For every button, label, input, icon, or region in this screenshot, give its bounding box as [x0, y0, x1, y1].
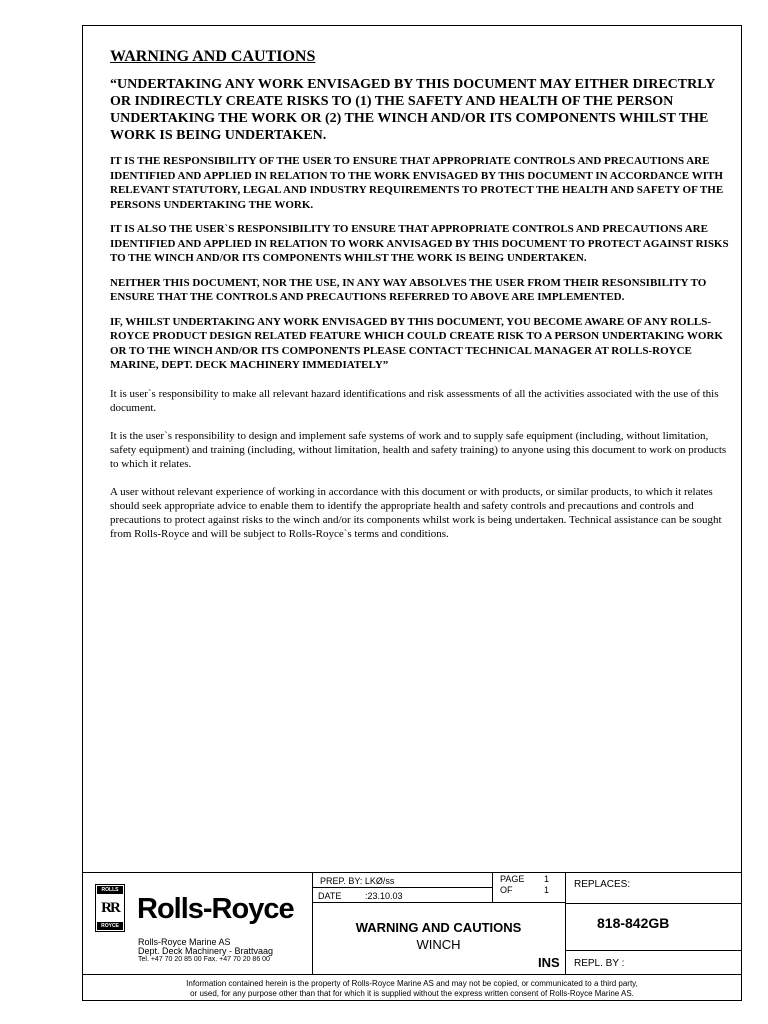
body-paragraph: It is user`s responsibility to make all relevant hazard identifications and risk assessments of all the activities associated with the use of this document. [110, 387, 719, 414]
caps-paragraph: NEITHER THIS DOCUMENT, NOR THE USE, IN ANY WAY ABSOLVES THE USER FROM THEIR RESONSIBILITY TO ENSURE THAT THE CONTROLS AND PRECAUTIONS REFERRED TO ABOVE ARE IMPLEMENTED. [110, 276, 707, 303]
repl-by-label: REPL. BY : [574, 958, 625, 969]
rolls-royce-monogram-logo [95, 884, 125, 932]
company-name: Rolls-Royce Marine AS [138, 937, 231, 947]
document-number: 818-842GB [597, 915, 670, 931]
caps-paragraph: IT IS THE RESPONSIBILITY OF THE USER TO ENSURE THAT APPROPRIATE CONTROLS AND PRECAUTIONS ARE IDENTIFIED AND APPLIED IN RELATION TO THE WORK ENVISAGED BY THIS DOCUMENT IN ACCORDANCE WITH RELEVANT STATUTORY, LEGAL AND INDUSTRY REQUIREMENTS TO PROTECT THE HEALTH AND SAFETY OF THE PERSONS UNDERTAKING THE WORK. [110, 155, 724, 211]
document-subtitle: WINCH [416, 937, 461, 952]
prep-by: PREP. BY: LKØ/ss [320, 876, 395, 886]
department: Dept. Deck Machinery - Brattvaag [138, 946, 274, 956]
brand-wordmark: Rolls-Royce [137, 893, 294, 925]
logo-monogram: RR [101, 900, 119, 916]
document-body [110, 48, 730, 551]
body-paragraph: It is the user`s responsibility to design and implement safe systems of work and to supply safe equipment (including, without limitation, safety equipment) and training (including, without limitation, health and safety training) to anyone using this document to work on products to which it relates. [110, 429, 727, 470]
title-block-divider [565, 872, 566, 974]
lead-statement: “UNDERTAKING ANY WORK ENVISAGED BY THIS DOCUMENT MAY EITHER DIRECTRLY OR INDIRECTLY CREATE RISKS TO (1) THE SAFETY AND HEALTH OF THE PERSON UNDERTAKING THE WORK OR (2) THE WINCH AND/OR ITS COMPONENTS WHILST THE WORK IS BEING UNDERTAKEN. [110, 77, 715, 143]
footer-notice-line-2: or used, for any purpose other than that for which it is supplied without the express written consent of Rolls-Royce Marine AS. [190, 989, 634, 998]
logo-top-label: ROLLS [97, 886, 123, 894]
document-title: WARNING AND CAUTIONS [355, 920, 522, 935]
of-label: OF [500, 885, 513, 895]
caps-paragraph: IF, WHILST UNDERTAKING ANY WORK ENVISAGED BY THIS DOCUMENT, YOU BECOME AWARE OF ANY ROLLS-ROYCE PRODUCT DESIGN RELATED FEATURE WHICH COULD CREATE RISK TO A PERSON UNDERTAKING WORK OR TO THE WINCH AND/OR ITS COMPONENTS PLEASE CONTACT TECHNICAL MANAGER AT ROLLS-ROYCE MARINE, DEPT. DECK MACHINERY IMMEDIATELY” [110, 315, 723, 371]
logo-bottom-label: ROYCE [97, 922, 123, 930]
title-block-divider [492, 872, 493, 902]
title-block-rule [312, 902, 565, 903]
title-block-rule [312, 887, 492, 888]
page-label: PAGE [500, 874, 525, 884]
title-block-top-rule [82, 872, 742, 873]
title-block-rule [565, 903, 742, 904]
of-value: 1 [544, 885, 550, 895]
title-block-bottom-rule [82, 974, 742, 975]
caps-paragraph: IT IS ALSO THE USER`S RESPONSIBILITY TO ENSURE THAT APPROPRIATE CONTROLS AND PRECAUTIONS ARE IDENTIFIED AND APPLIED IN RELATION TO WORK ANVISAGED BY THIS DOCUMENT TO PROTECT AGAINST RISKS TO THE WINCH AND/OR ITS COMPONENTS WHILST THE WORK IS BEING UNDERTAKEN. [110, 223, 729, 264]
page-title: WARNING AND CAUTIONS [110, 48, 316, 65]
title-block-rule [565, 950, 742, 951]
date-value: :23.10.03 [365, 891, 403, 901]
page-value: 1 [544, 874, 550, 884]
contact-info: Tel. +47 70 20 85 00 Fax. +47 70 20 86 00 [138, 956, 270, 963]
replaces-label: REPLACES: [574, 879, 631, 890]
ins-code: INS [538, 955, 560, 970]
footer-notice-line-1: Information contained herein is the property of Rolls-Royce Marine AS and may not be copied, or communicated to a third party, [186, 979, 638, 988]
body-paragraph: A user without relevant experience of working in accordance with this document or with products, or similar products, to which it relates should seek appropriate advice to enable them to identify the appropriate health and safety controls and precautions and controls and precautions to protect against risks to the winch and/or its components whilst work is being undertaken. Technical assistance can be sought from Rolls-Royce and will be subject to Rolls-Royce`s terms and conditions. [110, 485, 722, 540]
date-label: DATE [318, 891, 342, 901]
